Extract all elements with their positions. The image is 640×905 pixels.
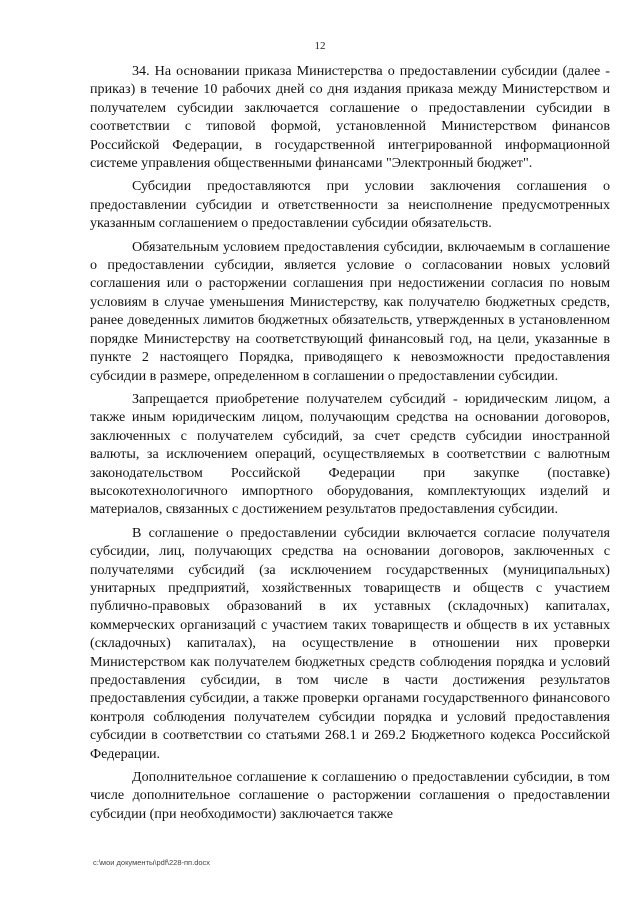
paragraph-5: В соглашение о предоставлении субсидии включается согласие получателя субсидии, лиц, получающих средства на основании договоров, заключенных с получателями субсидий (за исключением государственных (муниципальных) унитарных предприятий, хозяйственных товариществ и обществ с участием публично-правовых образований в их уставных (складочных) капиталах, коммерческих организаций с участием таких товариществ и обществ в их уставных (складочных) капиталах), на осуществление в отношении них проверки Министерством как получателем бюджетных средств соблюдения порядка и условий предоставления субсидии, в том числе в части достижения результатов предоставления субсидии, а также проверки органами государственного финансового контроля соблюдения получателем субсидии порядка и условий предоставления субсидии в соответствии со статьями 268.1 и 269.2 Бюджетного кодекса Российской Федерации.	[90, 524, 610, 762]
paragraph-6: Дополнительное соглашение к соглашению о предоставлении субсидии, в том числе дополнительное соглашение о расторжении соглашения о предоставлении субсидии (при необходимости) заключается также	[90, 769, 610, 822]
paragraph-3: Обязательным условием предоставления субсидии, включаемым в соглашение о предоставлении субсидии, является условие о согласовании новых условий соглашения или о расторжении соглашения при недостижении согласия по новым условиям в случае уменьшения Министерству, как получателю бюджетных средств, ранее доведенных лимитов бюджетных обязательств, утвержденных в установленном порядке Министерству на соответствующий финансовый год, на цели, указанные в пункте 2 настоящего Порядка, приводящего к невозможности предоставления субсидии в размере, определенном в соглашении о предоставлении субсидии.	[90, 238, 610, 384]
document-body	[90, 62, 610, 823]
page-number: 12	[314, 40, 326, 52]
paragraph-2: Субсидии предоставляются при условии заключения соглашения о предоставлении субсидии и ответственности за неисполнение предусмотренных указанным соглашением о предоставлении субсидии обязательств.	[90, 178, 610, 232]
file-path-footer: c:\мои документы\pdf\228-пп.docx	[93, 858, 211, 867]
paragraph-1: 34. На основании приказа Министерства о предоставлении субсидии (далее - приказ) в течение 10 рабочих дней со дня издания приказа между Министерством и получателем субсидии заключается соглашение о предоставлении субсидии в соответствии с типовой формой, установленной Министерством финансов Российской Федерации, в государственной интегрированной информационной системе управления общественными финансами "Электронный бюджет".	[90, 63, 610, 172]
paragraph-4: Запрещается приобретение получателем субсидий - юридическим лицом, а также иным юридическим лицом, получающим средства на основании договоров, заключенных с получателем субсидий, за счет средств субсидии иностранной валюты, за исключением операций, осуществляемых в соответствии с валютным законодательством Российской Федерации при закупке (поставке) высокотехнологичного импортного оборудования, комплектующих изделий и материалов, связанных с достижением результатов предоставления субсидии.	[90, 390, 610, 518]
